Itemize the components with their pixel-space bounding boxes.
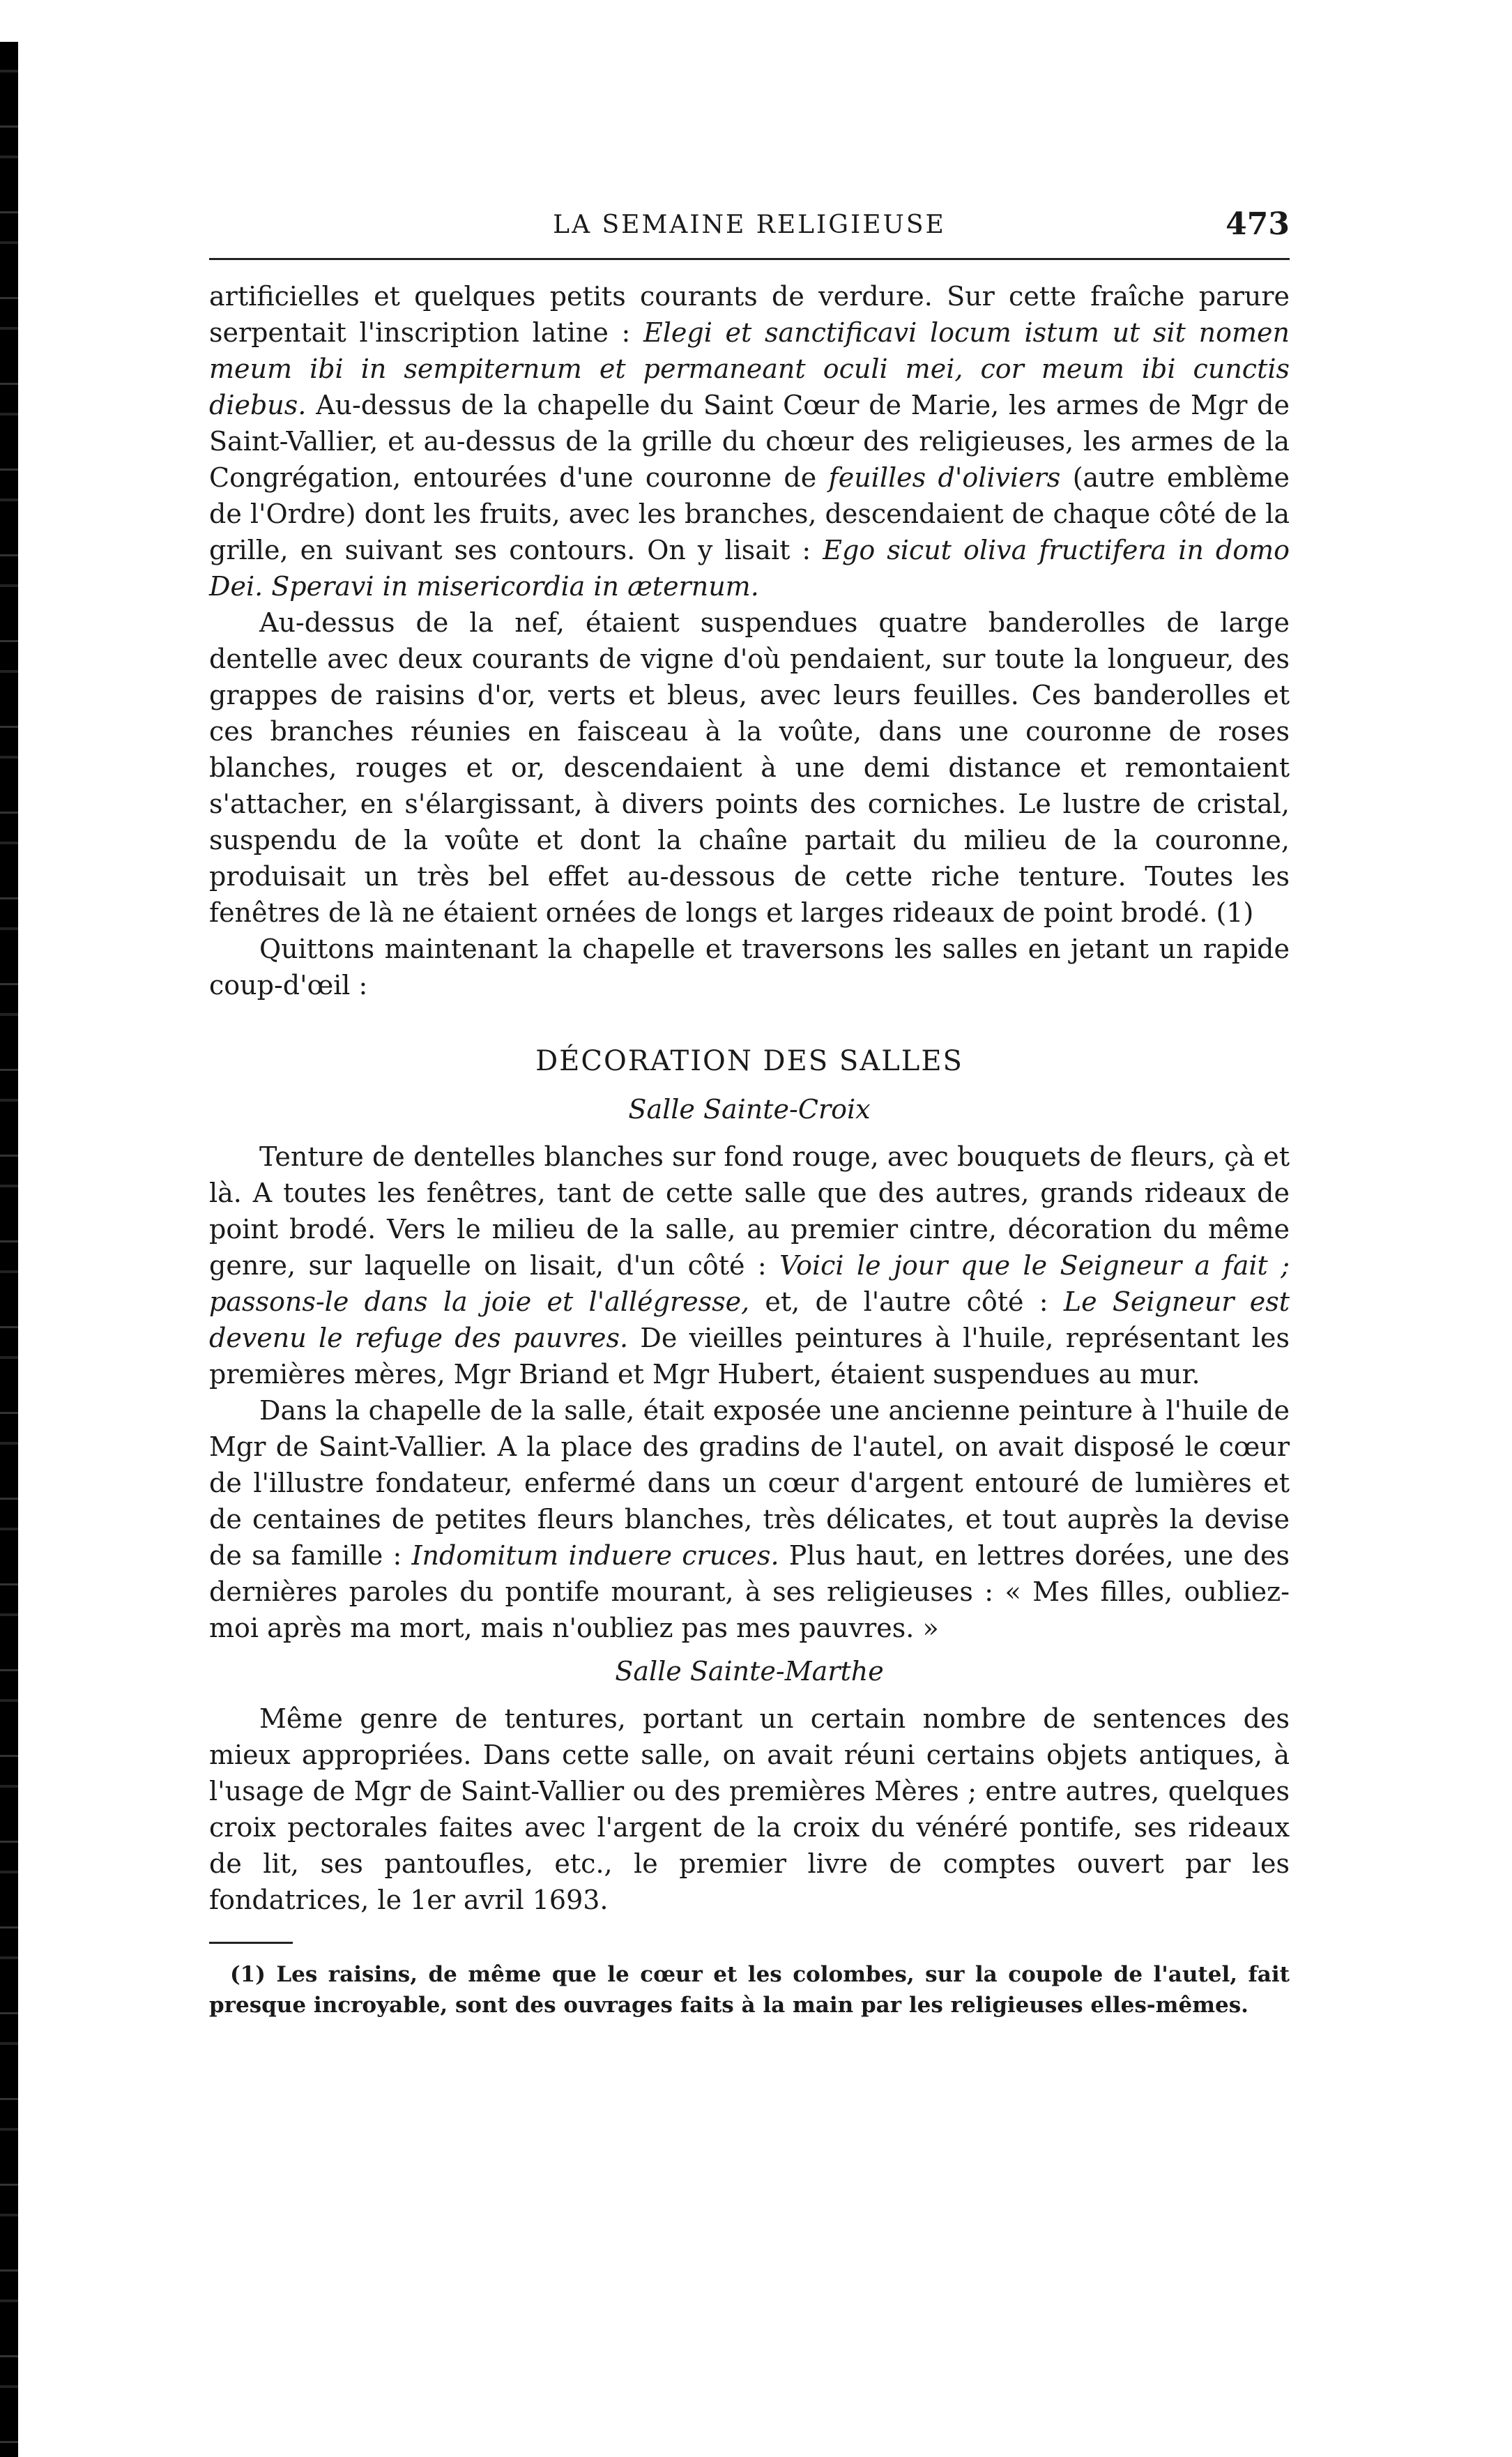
footnote-rule <box>209 1942 293 1944</box>
italic-phrase: Voici le jour que le Seigneur a fait ; passons-le dans la joie et l'allégresse, <box>209 1250 1290 1317</box>
text-run: Au-dessus de la chapelle du Saint Cœur de Marie, les armes de Mgr de Saint-Vallier, et au-dessus de la grille du chœur des religieuses, les armes de la Congrégation, entourées d'une couronne de <box>209 390 1290 493</box>
text-run: artificielles et quelques petits courants de verdure. Sur cette fraîche parure serpentait l'inscription latine : <box>209 281 1290 348</box>
page <box>209 195 1290 2021</box>
latin-inscription: Elegi et sanctificavi locum istum ut sit nomen meum ibi in sempiternum et permaneant oculi mei, cor meum ibi cunctis diebus. <box>209 317 1290 420</box>
paragraph-chapel-salle <box>209 1392 1290 1646</box>
subsection-title-sainte-marthe: Salle Sainte-Marthe <box>615 1656 884 1687</box>
header-rule <box>209 258 1290 260</box>
paragraph-sainte-croix <box>209 1139 1290 1392</box>
italic-phrase: feuilles d'oliviers <box>828 462 1061 493</box>
running-head <box>209 195 1290 251</box>
paragraph-transition: Quittons maintenant la chapelle et traversons les salles en jetant un rapide coup-d'œil : <box>209 934 1290 1001</box>
running-title: LA SEMAINE RELIGIEUSE <box>553 211 946 239</box>
section-title: DÉCORATION DES SALLES <box>535 1045 963 1077</box>
scan-edge <box>0 42 18 2457</box>
text-run: De vieilles peintures à l'huile, représentant les premières mères, Mgr Briand et Mgr Hubert, étaient suspendues au mur. <box>209 1323 1290 1390</box>
subsection-title-sainte-croix: Salle Sainte-Croix <box>628 1094 871 1125</box>
italic-phrase: Indomitum induere cruces. <box>411 1540 779 1571</box>
footnote: (1) Les raisins, de même que le cœur et les colombes, sur la coupole de l'autel, fait presque incroyable, sont des ouvrages faits à la main par les religieuses elles-mêmes. <box>209 1962 1290 2018</box>
latin-inscription: Ego sicut oliva fructifera in domo Dei. Speravi in misericordia in æternum. <box>209 535 1290 602</box>
paragraph-sainte-marthe: Même genre de tentures, portant un certain nombre de sentences des mieux appropriées. Dans cette salle, on avait réuni certains objets antiques, à l'usage de Mgr de Saint-Vallier ou des premières Mères ; entre autres, quelques croix pectorales faites avec l'argent de la croix du vénéré pontife, ses rideaux de lit, ses pantoufles, etc., le premier livre de comptes ouvert par les fondatrices, le 1er avril 1693. <box>209 1703 1290 1915</box>
paragraph-banderolles: Au-dessus de la nef, étaient suspendues quatre banderolles de large dentelle avec deux courants de vigne d'où pendaient, sur toute la longueur, des grappes de raisins d'or, verts et bleus, avec leurs feuilles. Ces banderolles et ces branches réunies en faisceau à la voûte, dans une couronne de roses blanches, rouges et or, descendaient à une demi distance et remontaient s'attacher, en s'élargissant, à divers points des corniches. Le lustre de cristal, suspendu de la voûte et dont la chaîne partait du milieu de la couronne, produisait un très bel effet au-dessous de cette riche tenture. Toutes les fenêtres de là ne étaient ornées de longs et larges rideaux de point brodé. (1) <box>209 607 1290 928</box>
paragraph-chapel-decoration <box>209 278 1290 604</box>
page-number: 473 <box>1225 206 1290 242</box>
text-run: Dans la chapelle de la salle, était exposée une ancienne peinture à l'huile de Mgr de Saint-Vallier. A la place des gradins de l'autel, on avait disposé le cœur de l'illustre fondateur, enfermé dans un cœur d'argent entouré de lumières et de centaines de petites fleurs blanches, très délicates, et tout auprès la devise de sa famille : <box>209 1395 1290 1571</box>
italic-phrase: Le Seigneur est devenu le refuge des pauvres. <box>209 1286 1290 1353</box>
text-run: (autre emblème de l'Ordre) dont les fruits, avec les branches, descendaient de chaque côté de la grille, en suivant ses contours. On y lisait : <box>209 462 1290 565</box>
text-run: Plus haut, en lettres dorées, une des dernières paroles du pontife mourant, à ses religieuses : « Mes filles, oubliez-moi après ma mort, mais n'oubliez pas mes pauvres. » <box>209 1540 1290 1643</box>
text-run: et, de l'autre côté : <box>749 1286 1064 1317</box>
text-run: Tenture de dentelles blanches sur fond rouge, avec bouquets de fleurs, çà et là. A toutes les fenêtres, tant de cette salle que des autres, grands rideaux de point brodé. Vers le milieu de la salle, au premier cintre, décoration du même genre, sur laquelle on lisait, d'un côté : <box>209 1141 1290 1281</box>
